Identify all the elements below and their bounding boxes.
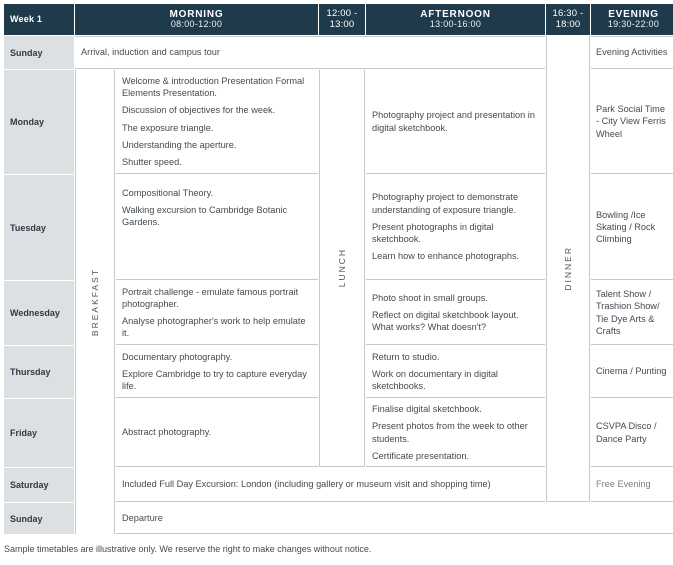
breakfast-label: BREAKFAST [90,267,100,337]
wednesday-afternoon [366,281,545,345]
monday-morning-2: Discussion of objectives for the week. [122,105,276,116]
arrival-text: Arrival, induction and campus tour [81,47,220,58]
day-monday: Monday [4,70,74,174]
tuesday-morning-2: Walking excursion to Cambridge Botanic Gardens. [122,205,288,228]
morning-header [75,4,318,35]
monday-afternoon [366,70,545,174]
saturday-excursion [116,468,545,502]
day-tuesday: Tuesday [4,175,74,280]
friday-morning [116,399,318,467]
friday-afternoon-1: Finalise digital sketchbook. [372,404,482,415]
thursday-evening [591,346,673,398]
saturday-evening [591,468,673,502]
monday-morning-3: The exposure triangle. [122,122,214,133]
sunday-departure [116,503,673,534]
thursday-evening-text: Cinema / Punting [596,366,667,377]
monday-afternoon-1: Photography project and presentation in digital sketchbook. [372,110,535,133]
day-saturday: Saturday [4,468,74,502]
week-label: Week 1 [10,13,43,24]
thursday-afternoon-2: Work on documentary in digital sketchbooks. [372,368,498,392]
morning-label: MORNING [169,9,224,21]
tuesday-morning-1: Compositional Theory. [122,188,214,198]
wednesday-evening-text: Talent Show / Trashion Show/ Tie Dye Arts & Crafts [596,289,660,336]
week-header [4,4,74,35]
footnote: Sample timetables are illustrative only. We reserve the right to make changes without notice. [4,544,372,554]
tuesday-evening-text: Bowling /Ice Skating / Rock Climbing [596,209,656,245]
friday-afternoon-2: Present photos from the week to other students. [372,421,528,444]
monday-evening-text: Park Social Time - City View Ferris Wheel [596,104,666,139]
lunch-label-vertical: LUNCH [337,248,347,288]
thursday-afternoon-1: Return to studio. [372,351,440,362]
sunday-evening [591,36,673,69]
monday-morning-1: Welcome & introduction Presentation Formal Elements Presentation. [122,75,305,99]
sunday-evening-text: Evening Activities [596,47,668,58]
wednesday-afternoon-2: Reflect on digital sketchbook layout. What works? What doesn't? [372,309,519,333]
saturday-evening-text: Free Evening [596,479,651,490]
evening-header [591,4,673,35]
evening-time: 19:30-22:00 [607,19,660,30]
monday-morning-4: Understanding the aperture. [122,139,237,150]
day-sunday-final: Sunday [4,503,74,534]
afternoon-label: AFTERNOON [420,9,491,21]
tuesday-afternoon-3: Learn how to enhance photographs. [372,251,520,262]
timetable [4,4,670,528]
wednesday-evening [591,281,673,345]
saturday-excursion-text: Included Full Day Excursion: London (including gallery or museum visit and shopping time) [122,479,491,490]
wednesday-morning-1: Portrait challenge - emulate famous portrait photographer. [122,286,299,309]
dinner-header [546,4,590,35]
lunch-time: 13:00 [329,18,355,30]
tuesday-afternoon [366,175,545,280]
thursday-morning [116,346,318,398]
monday-morning-5: Shutter speed. [122,156,182,167]
breakfast-column [75,70,115,534]
friday-morning-1: Abstract photography. [122,427,212,438]
departure-text: Departure [122,512,163,523]
friday-evening-text: CSVPA Disco / Dance Party [596,421,657,444]
tuesday-morning [116,175,318,280]
dinner-label: 16:30 - [552,8,584,20]
lunch-header [319,4,365,35]
day-sunday: Sunday [4,36,74,69]
day-thursday: Thursday [4,346,74,398]
dinner-label-vertical: DINNER [563,246,573,291]
friday-evening [591,399,673,467]
thursday-morning-1: Documentary photography. [122,351,233,362]
wednesday-morning [116,281,318,345]
tuesday-evening [591,175,673,280]
thursday-morning-2: Explore Cambridge to try to capture everyday life. [122,368,307,392]
wednesday-afternoon-1: Photo shoot in small groups. [372,292,488,303]
day-wednesday: Wednesday [4,281,74,345]
morning-time: 08:00-12:00 [170,19,223,30]
day-friday: Friday [4,399,74,467]
monday-evening [591,70,673,174]
tuesday-afternoon-2: Present photographs in digital sketchbook. [372,221,494,245]
monday-morning [116,70,318,174]
dinner-time: 18:00 [555,18,581,30]
thursday-afternoon [366,346,545,398]
wednesday-morning-2: Analyse photographer's work to help emulate it. [122,316,306,339]
tuesday-afternoon-1: Photography project to demonstrate understanding of exposure triangle. [372,192,519,215]
lunch-label: 12:00 - [326,8,358,20]
sunday-arrival [75,36,545,69]
evening-label: EVENING [608,9,659,21]
friday-afternoon [366,399,545,467]
afternoon-time: 13:00-16:00 [429,19,482,30]
dinner-column [546,36,590,502]
friday-afternoon-3: Certificate presentation. [372,450,470,461]
lunch-column [319,70,365,467]
afternoon-header [366,4,545,35]
